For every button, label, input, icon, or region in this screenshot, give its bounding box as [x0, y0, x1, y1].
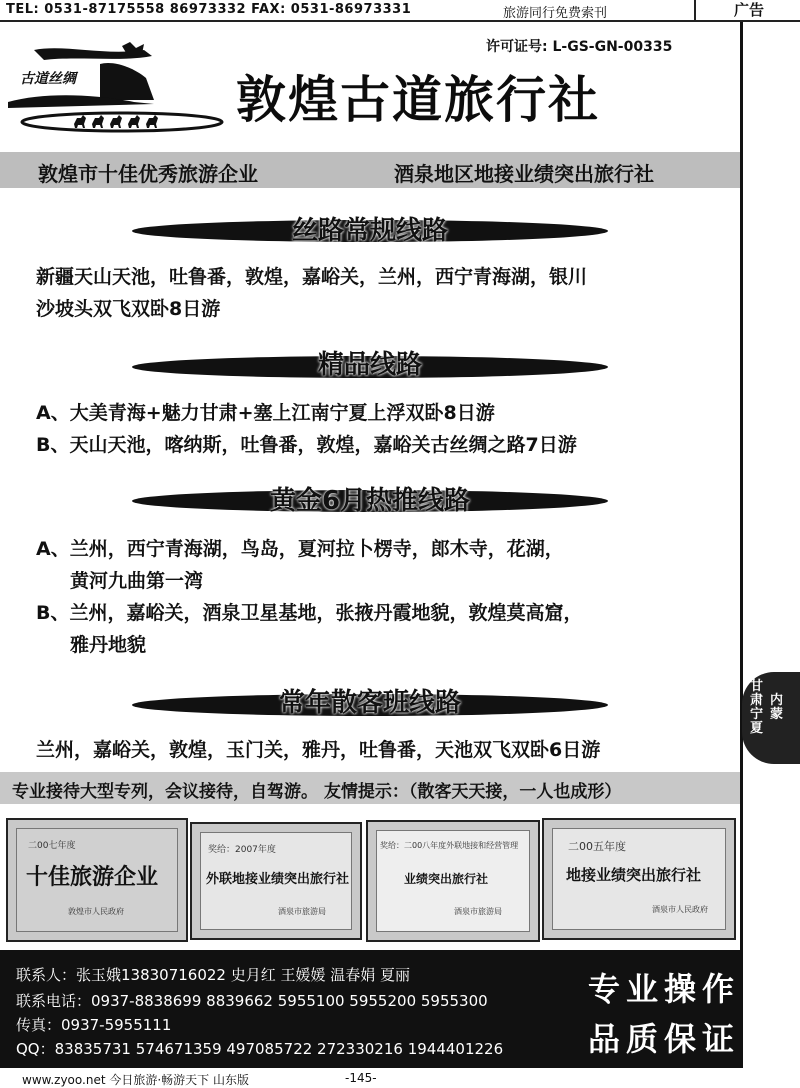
route-line: A、兰州，西宁青海湖，鸟岛，夏河拉卜楞寺，郎木寺，花湖， [36, 538, 564, 560]
plaque-issuer: 酒泉市人民政府 [652, 905, 708, 914]
section-2-title: 精品线路 [317, 350, 422, 380]
plaque-issuer: 酒泉市旅游局 [278, 907, 326, 916]
plaque-title: 业绩突出旅行社 [404, 872, 489, 886]
plaque-year: 奖给：二00八年度外联地接和经营管理 [380, 841, 519, 850]
route-line: 兰州，嘉峪关，敦煌，玉门关，雅丹，吐鲁番，天池双飞双卧6日游 [36, 739, 601, 761]
award-plaque [542, 818, 736, 940]
section-1-title: 丝路常规线路 [291, 216, 448, 246]
route-line: 黄河九曲第一湾 [70, 570, 204, 592]
award-plaque [190, 822, 362, 940]
plaque-year: 奖给：2007年度 [208, 845, 276, 855]
region-tab[interactable] [742, 672, 800, 764]
honor-1: 敦煌市十佳优秀旅游企业 [38, 162, 258, 186]
route-line: 雅丹地貌 [70, 634, 147, 656]
slogan-1: 专业操作 [588, 970, 741, 1008]
contact-phones: 联系电话：0937-8838699 8839662 5955100 5955200 5955300 [16, 992, 488, 1010]
award-plaque [6, 818, 188, 942]
bottom-bar [0, 1070, 800, 1087]
plaque-year: 二00七年度 [28, 841, 76, 851]
site-footer[interactable]: www.zyoo.net 今日旅游·畅游天下 山东版 [22, 1073, 249, 1087]
page-number: -145- [345, 1071, 377, 1085]
route-line: 新疆天山天池，吐鲁番，敦煌，嘉峪关，兰州，西宁青海湖，银川 [36, 266, 588, 288]
index-text: 旅游同行免费索刊 [503, 6, 608, 21]
region-tab-col2: 内蒙 [770, 693, 784, 722]
route-line: B、兰州，嘉峪关，酒泉卫星基地，张掖丹霞地貌，敦煌莫高窟， [36, 602, 583, 624]
plaque-title: 地接业绩突出旅行社 [566, 866, 702, 884]
plaque-year: 二00五年度 [568, 840, 626, 853]
route-line: 沙坡头双飞双卧8日游 [36, 298, 221, 320]
section-3-title: 黄金6月热推线路 [269, 486, 471, 516]
ad-label: 广告 [694, 0, 800, 20]
license-number: 许可证号: L-GS-GN-00335 [486, 39, 673, 55]
special-note: 专业接待大型专列，会议接待，自驾游。 友情提示：（散客天天接，一人也成形） [12, 782, 622, 802]
plaque-title: 十佳旅游企业 [26, 865, 159, 890]
route-line: B、天山天池，喀纳斯，吐鲁番，敦煌，嘉峪关古丝绸之路7日游 [36, 434, 577, 456]
section-4-title: 常年散客班线路 [278, 688, 461, 718]
route-line: A、大美青海+魅力甘肃+塞上江南宁夏上浮双卧8日游 [36, 402, 495, 424]
award-plaque [366, 820, 540, 942]
slogan-2: 品质保证 [588, 1020, 741, 1058]
top-bar [0, 0, 800, 22]
company-name: 敦煌古道旅行社 [236, 71, 600, 129]
contact-line: TEL: 0531-87175558 86973332 FAX: 0531-86973331 [6, 2, 412, 17]
contact-qq: QQ：83835731 574671359 497085722 272330216 1944401226 [16, 1040, 504, 1058]
region-tab-col1: 甘肃宁夏 [750, 679, 764, 736]
camel-caravan-logo [4, 42, 226, 138]
plaque-title: 外联地接业绩突出旅行社 [206, 872, 350, 887]
honor-2: 酒泉地区地接业绩突出旅行社 [394, 162, 654, 186]
contact-people: 联系人：张玉娥13830716022 史月红 王媛媛 温春娟 夏丽 [16, 966, 411, 984]
plaque-issuer: 敦煌市人民政府 [68, 907, 124, 916]
logo-text: 古道丝绸 [20, 71, 76, 87]
plaque-issuer: 酒泉市旅游局 [454, 907, 502, 916]
contact-fax: 传真：0937-5955111 [16, 1016, 172, 1034]
